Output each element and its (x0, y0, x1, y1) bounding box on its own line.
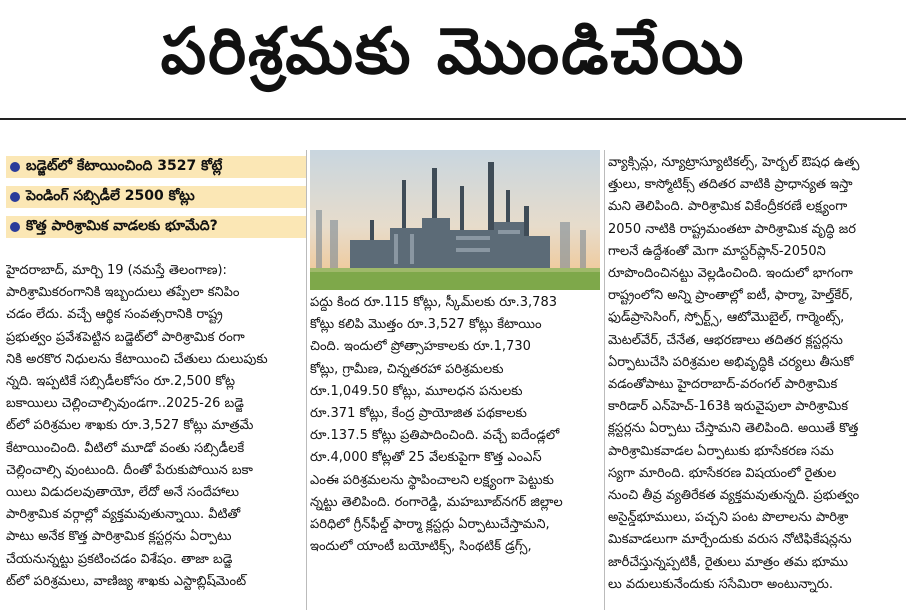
article-line: ఎంఈ పరిశ్రమలను స్థాపించాలని లక్ష్యంగా పెట్టుకు (310, 472, 554, 488)
article-line: మెటల్‌వేర్, చేనేత, ఆభరణాలు తదితర క్లస్టర్లను (608, 332, 843, 348)
article-line: పాటు అనేక కొత్త పారిశ్రామిక క్లస్టర్లను ఏర్పాటు (6, 529, 232, 545)
article-line: నుంచి తీవ్ర వ్యతిరేకత వ్యక్తమవుతున్నది. ప్రభుత్వం (608, 488, 860, 504)
article-line: యిలు విడుదలవుతాయో, లేదో అనే సందేహాలు (6, 485, 240, 501)
column-divider (306, 150, 307, 610)
refinery-photo-icon (310, 150, 600, 290)
bullet-icon (10, 162, 20, 172)
article-line: ఏర్పాటుచేసి పరిశ్రమల అభివృద్ధికి చర్యలు తీసుకో (608, 354, 854, 370)
article-column-2 (310, 292, 600, 610)
article-line: వ్యాక్సిన్లు, న్యూట్రాస్యూటికల్స్, హెర్బల్ ఔషధ ఉత్ప (608, 155, 860, 170)
article-line: క్లస్టర్లను ఏర్పాటు చేస్తామని తెలిపింది. అయితే కొత్త (608, 421, 859, 437)
highlight-text: పెండింగ్ సబ్సిడీలే 2500 కోట్లు (26, 187, 195, 204)
highlight-text: బడ్జెట్‌లో కేటాయించింది 3527 కోట్లే (26, 157, 223, 174)
headline-rule (0, 118, 906, 120)
article-line: పరిధిలో గ్రీన్‌ఫీల్డ్ ఫార్మా క్లస్టర్లు ఏర్పాటుచేస్తామని, (310, 517, 550, 533)
highlight-item (6, 216, 306, 238)
highlight-item (6, 156, 306, 178)
highlights-box (6, 156, 306, 246)
article-line: పారిశ్రామిక వర్గాల్లో వ్యక్తమవుతున్నాయి. వీటితో (6, 507, 241, 523)
article-line: హైదరాబాద్, మార్చి 19 (నమస్తే తెలంగాణ): (6, 263, 227, 278)
article-line: ట్‌లో పరిశ్రమలు, వాణిజ్య శాఖకు ఎస్టాబ్లిష్‌మెంట్ (6, 573, 247, 589)
article-line: లు వదులుకునేందుకు ససేమిరా అంటున్నారు. (608, 576, 834, 592)
article-line: కోట్లు కలిపి మొత్తం రూ.3,527 కోట్లు కేటాయిం (310, 317, 542, 333)
article-line: రూ.371 కోట్లు, కేంద్ర ప్రాయోజిత పథకాలకు (310, 406, 527, 422)
refinery-photo (310, 150, 600, 290)
article-line: పారిశ్రామికవాడల ఏర్పాటుకు భూసేకరణ సమ (608, 443, 834, 459)
article-line: అసైన్డ్‌భూములు, పచ్చని పంట పొలాలను పారిశ్రా (608, 510, 849, 526)
article-line: కారిడార్ ఎన్‌హెచ్-163కి ఇరువైపులా పారిశ్రామిక (608, 399, 849, 415)
article-line: పారిశ్రామికరంగానికి ఇబ్బందులు తప్పేలా కనిపిం (6, 285, 240, 301)
article-column-1 (6, 260, 304, 610)
article-line: రూ.1,049.50 కోట్లు, మూలధన పనులకు (310, 383, 523, 399)
article-line: రాష్ట్రంలోని అన్ని ప్రాంతాల్లో ఐటీ, ఫార్మా, హెల్త్‌కేర్, (608, 288, 854, 304)
article-line: వడంతోపాటు హైదరాబాద్-వరంగల్ పారిశ్రామిక (608, 377, 838, 393)
article-line: ఫుడ్‌ప్రాసెసింగ్, స్పోర్ట్స్, ఆటోమొబైల్, గార్మెంట్స్, (608, 310, 845, 326)
article-line: చింది. ఇందులో ప్రోత్సాహకాలకు రూ.1,730 (310, 339, 531, 355)
article-line: కోట్లు, గ్రామీణ, చిన్నతరహా పరిశ్రమలకు (310, 361, 504, 377)
highlight-text: కొత్త పారిశ్రామిక వాడలకు భూమేది? (26, 217, 218, 234)
article-line: రూపొందించినట్టు వెల్లడించింది. ఇందులో భాగంగా (608, 266, 853, 282)
article-line: నికి అరకొర నిధులను కేటాయించి చేతులు దులుపుకు (6, 351, 268, 367)
bullet-icon (10, 192, 20, 202)
article-line: త్తులు, కాస్మోటిక్స్ తదితర వాటికి ప్రాధాన్యత ఇస్తా (608, 177, 853, 193)
article-line: మికవాడలుగా మార్చేందుకు వరుస నోటిఫికేషన్లను (608, 532, 852, 548)
highlight-item (6, 186, 306, 208)
article-line: చేయనున్నట్టు ప్రకటించడం విశేషం. తాజా బడ్జె (6, 551, 233, 567)
article-line: రూ.137.5 కోట్లు ప్రతిపాదించింది. వచ్చే ఐదేండ్లలో (310, 428, 560, 444)
article-line: చడం లేదు. వచ్చే ఆర్థిక సంవత్సరానికి రాష్ట్ర (6, 307, 223, 323)
article-line: పద్దు కింద రూ.115 కోట్లు, స్కీమ్‌లకు రూ.3,783 (310, 295, 557, 310)
article-line: జారీచేస్తున్నప్పటికీ, రైతులు మాత్రం తమ భూము (608, 554, 849, 570)
article-line: రూ.4,000 కోట్లతో 25 వేలకుపైగా కొత్త ఎంఎస్ (310, 450, 542, 466)
article-line: బకాయిలు చెల్లించాల్సివుండగా..2025-26 బడ్జె (6, 396, 244, 412)
article-line: కేటాయించింది. వీటిలో మూడో వంతు సబ్సిడీలకే (6, 440, 245, 456)
article-line: గాలనే ఉద్దేశంతో మెగా మాస్టర్‌ప్లాన్-2050ని (608, 243, 826, 259)
article-line: న్నది. ఇప్పటికే సబ్సిడీలకోసం రూ.2,500 కోట్ల (6, 374, 235, 390)
article-line: ట్‌లో పరిశ్రమల శాఖకు రూ.3,527 కోట్లు మాత్రమే (6, 418, 254, 434)
article-line: స్యగా మారింది. భూసేకరణ విషయంలో రైతుల (608, 465, 837, 481)
article-column-3 (608, 152, 900, 610)
article-line: 2050 నాటికి రాష్ట్రమంతటా పారిశ్రామిక వృద్ధి జర (608, 221, 857, 237)
article-line: మని తెలిపింది. పారిశ్రామిక వికేంద్రీకరణే లక్ష్యంగా (608, 199, 848, 215)
article-line: న్నట్టు తెలిపింది. రంగారెడ్డి, మహబూబ్‌నగర్ జిల్లాల (310, 494, 563, 510)
column-divider (604, 150, 605, 610)
bullet-icon (10, 222, 20, 232)
article-line: ఇందులో యాంటీ బయోటిక్స్, సింథటిక్ డ్రగ్స్, (310, 539, 532, 555)
headline: పరిశ్రమకు మొండిచేయి (160, 14, 746, 89)
article-line: ప్రభుత్వం ప్రవేశపెట్టిన బడ్జెట్‌లో పారిశ్రామిక రంగా (6, 329, 245, 345)
article-line: చెల్లించాల్సి వుంటుంది. దీంతో పేరుకుపోయిన బకా (6, 462, 253, 478)
